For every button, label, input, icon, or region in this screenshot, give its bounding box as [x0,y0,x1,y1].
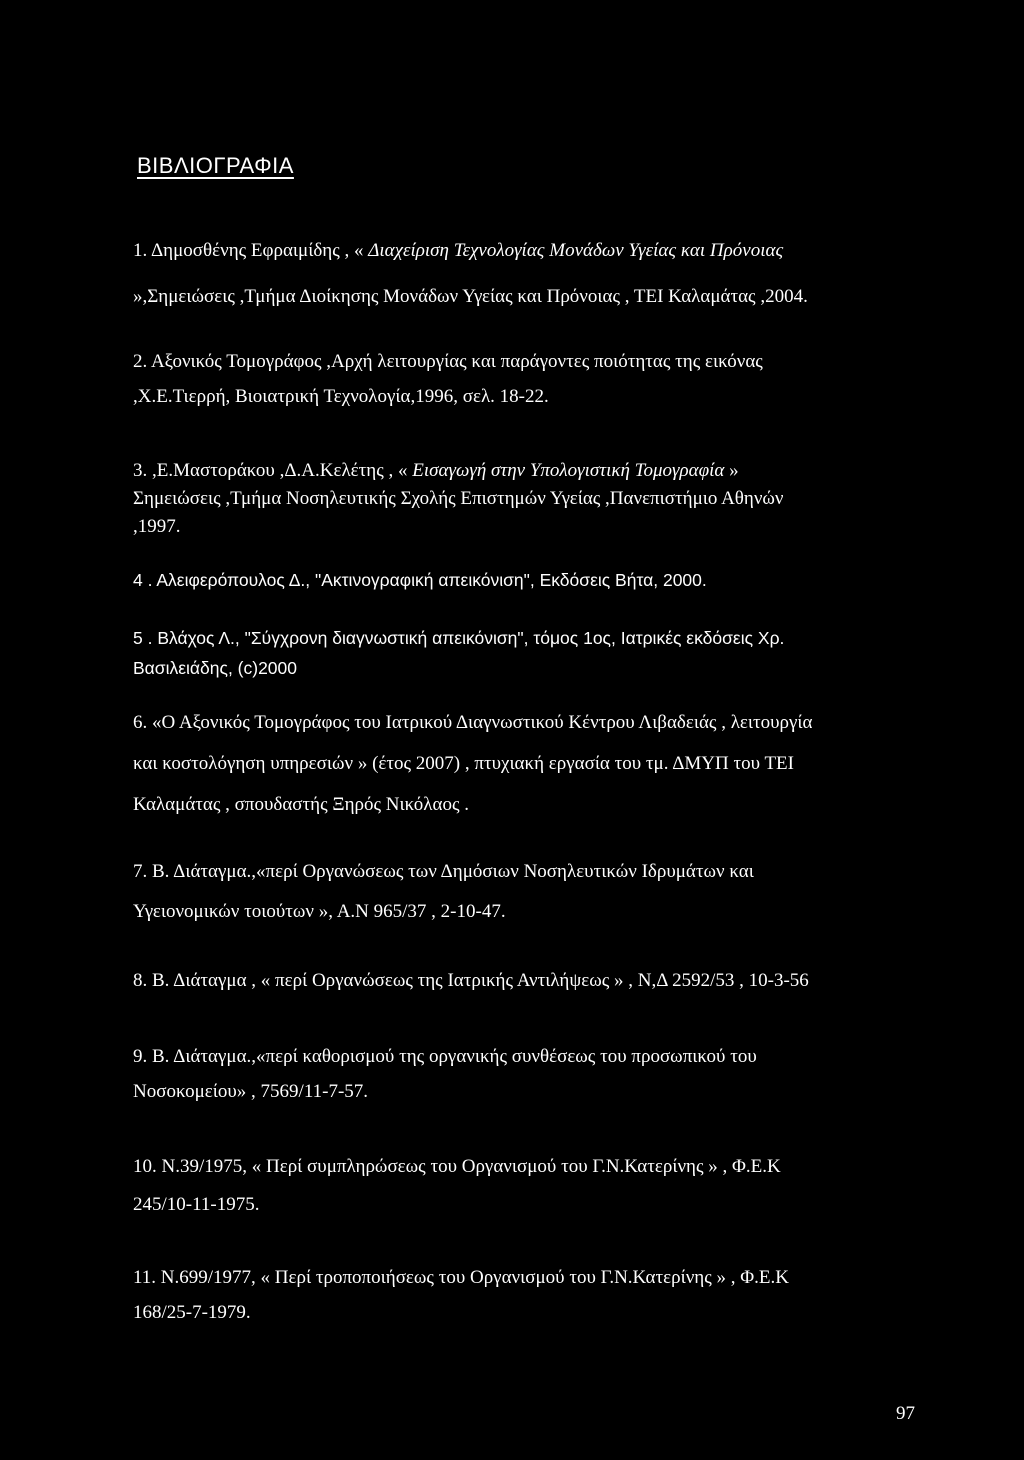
reference-line: 8. Β. Διάταγμα , « περί Οργανώσεως της Ιατρικής Αντιλήψεως » , Ν,Δ 2592/53 , 10-3-56 [133,970,809,991]
reference-line: 7. Β. Διάταγμα.,«περί Οργανώσεως των Δημόσιων Νοσηλευτικών Ιδρυμάτων και [133,861,754,882]
reference-line: 1. Δημοσθένης Εφραιμίδης , « Διαχείριση Τεχνολογίας Μονάδων Υγείας και Πρόνοιας [133,240,784,261]
page-title: ΒΙΒΛΙΟΓΡΑΦΙΑ [137,153,294,178]
reference-line: 168/25-7-1979. [133,1302,251,1323]
reference-line: ,1997. [133,516,181,537]
reference-line: 6. «Ο Αξονικός Τομογράφος του Ιατρικού Διαγνωστικού Κέντρου Λιβαδειάς , λειτουργία [133,712,813,733]
reference-line: 9. Β. Διάταγμα.,«περί καθορισμού της οργανικής συνθέσεως του προσωπικού του [133,1046,757,1067]
reference-line: Καλαμάτας , σπουδαστής Ξηρός Νικόλαος . [133,794,469,815]
reference-line: 2. Αξονικός Τομογράφος ,Αρχή λειτουργίας και παράγοντες ποιότητας της εικόνας [133,351,763,372]
reference-italic-title: Εισαγωγή στην Υπολογιστική Τομογραφία [412,460,725,481]
reference-italic-title: Διαχείριση Τεχνολογίας Μονάδων Υγείας και Πρόνοιας [368,240,784,261]
reference-line: 10. Ν.39/1975, « Περί συμπληρώσεως του Οργανισμού του Γ.Ν.Κατερίνης » , Φ.Ε.Κ [133,1156,781,1177]
reference-line: Βασιλειάδης, (c)2000 [133,658,298,678]
reference-line: Υγειονομικών τοιούτων », Α.Ν 965/37 , 2-10-47. [133,901,506,922]
page-number: 97 [896,1403,915,1424]
reference-line: και κοστολόγηση υπηρεσιών » (έτος 2007) , πτυχιακή εργασία του τμ. ΔΜΥΠ του ΤΕΙ [133,753,794,774]
reference-line: 11. Ν.699/1977, « Περί τροποποιήσεως του Οργανισμού του Γ.Ν.Κατερίνης » , Φ.Ε.Κ [133,1267,789,1288]
reference-line: 3. ,Ε.Μαστοράκου ,Δ.Α.Κελέτης , « Εισαγωγή στην Υπολογιστική Τομογραφία » [133,460,739,481]
reference-line: 245/10-11-1975. [133,1194,260,1215]
reference-line: Νοσοκομείου» , 7569/11-7-57. [133,1081,369,1102]
reference-line: ,Χ.Ε.Τιερρή, Βιοιατρική Τεχνολογία,1996, σελ. 18-22. [133,386,549,407]
reference-line: 5 . Βλάχος Λ., "Σύγχρονη διαγνωστική απεικόνιση", τόμος 1ος, Ιατρικές εκδόσεις Χρ. [133,628,785,648]
reference-line: 4 . Αλειφερόπουλος Δ., "Ακτινογραφική απεικόνιση", Εκδόσεις Βήτα, 2000. [133,570,707,590]
reference-line: »,Σημειώσεις ,Τμήμα Διοίκησης Μονάδων Υγείας και Πρόνοιας , ΤΕΙ Καλαμάτας ,2004. [133,286,808,307]
reference-line: Σημειώσεις ,Τμήμα Νοσηλευτικής Σχολής Επιστημών Υγείας ,Πανεπιστήμιο Αθηνών [133,488,784,509]
